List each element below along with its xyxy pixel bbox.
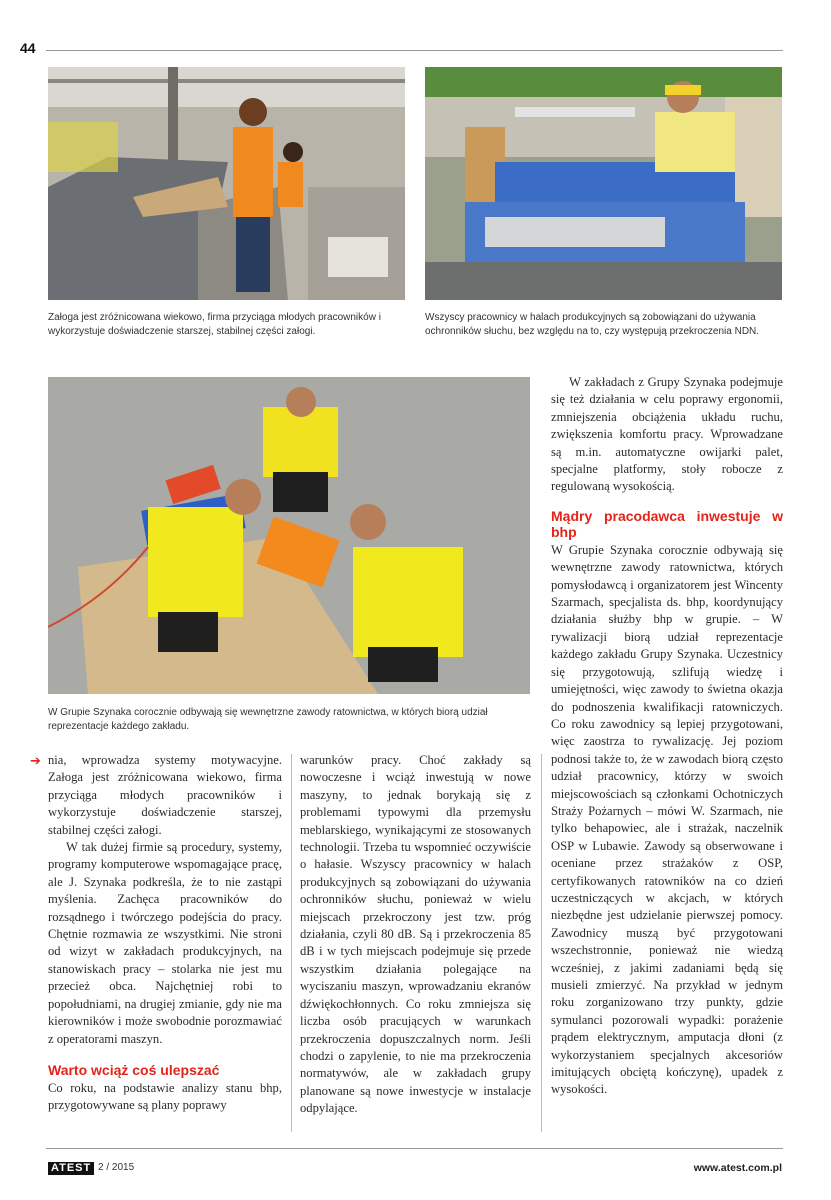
- col3-heading: Mądry pracodawca inwestuje w bhp: [551, 507, 783, 540]
- photo-machine-operator: [425, 67, 782, 300]
- col1-paragraph-3: Co roku, na podstawie analizy stanu bhp, przygotowywane są plany poprawy: [48, 1080, 282, 1113]
- col1-paragraph-2: W tak dużej firmie są procedury, systemy, programy komputerowe wspomagające pracę, ale J. Szynaka podkreśla, że to nie zastąpi myślenia. Zachęca pracowników do rozsądnego i twórczego podejścia do pracy. Chętnie rozmawia ze wszystkimi. Nie stroni od wizyt w zakładach produkcyjnych, na stanowiskach pracy – stolarka nie jest mu przecież obca. Najchętniej robi to popołudniami, na drugiej zmianie, gdy nie ma kierowników i może swobodnie porozmawiać z operatorami maszyn.: [48, 840, 282, 1046]
- column-3: [551, 374, 783, 1099]
- col3-paragraph-2: W Grupie Szynaka corocznie odbywają się wewnętrzne zawody ratownictwa, których pomysłodawcą i organizatorem jest Wincenty Szarmach, specjalista ds. bhp, koordynujący działania służby bhp w grupie. – W rywalizacji biorą udział reprezentacje każdego zakładu Grupy Szynaka. Uczestnicy się przygotowują, szlifują wiedzę i umiejętności, więc zawody to świetna okazja do podnoszenia kwalifikacji ratowniczych. Co roku zawodnicy są lepiej przygotowani, więc zaostrza to rywalizację. Jej poziom podnosi także to, że w zawodach biorą często udział pracownicy, którzy w swoich miejscowościach są członkami Ochotniczych Straży Pożarnych – mówi W. Szarmach, nie tylko behapowiec, ale i strażak, naczelnik OSP w Lubawie. Zawody są obserwowane i oceniane przez strażaków z OSP, certyfikowanych ratowników na co dzień uczestniczących w akcjach, w których niezbędne jest udzielanie pierwszej pomocy. Zawodnicy muszą być przygotowani wszechstronnie, ponieważ nie wiedzą wcześniej, z jakimi zadaniami będą się musieli zmierzyć. Na przykład w jednym roku zorganizowano trzy punkty, gdzie symulanci pozorowali wypadki: porażenie prądem elektrycznym, amputacja dłoni (z wykorzystaniem specjalnych akcesoriów imitujących obciętą kończynę), upadek z wysokości.: [551, 542, 783, 1097]
- col3-paragraph-1: W zakładach z Grupy Szynaka podejmuje się też działania w celu poprawy ergonomii, zmniejszenia obciążenia układu ruchu, zwiększenia komfortu pracy. Wprowadzane są m.in. automatyczne owijarki palet, specjalne platformy, stoły robocze z regulowaną wysokością.: [551, 375, 783, 494]
- magazine-logo: ATEST: [48, 1162, 94, 1175]
- col2-paragraph-1: warunków pracy. Choć zakłady są nowoczesne i wciąż inwestują w nowe maszyny, to jednak borykają się z problemami typowymi dla przemysłu meblarskiego, wynikającymi ze stosowanych technologii. Trzeba tu wspomnieć oczywiście o hałasie. Wszyscy pracownicy w halach produkcyjnych są zobowiązani do używania ochronników słuchu, ponieważ w wielu miejscach przekroczony jest tzw. próg działania, czyli 80 dB. Są i przekroczenia 85 dB i w tych miejscach podejmuje się przede wszystkim działania polegające na wyciszaniu maszyn, wprowadzaniu ekranów dźwiękochłonnych. Co roku zmniejsza się liczba osób pracujących w warunkach przekroczenia dopuszczalnych norm. Jeśli chodzi o zapylenie, to nie ma przekroczenia normatywów, ale w zakładach grupy planowane są nowe inwestycje w instalacje odpylające.: [300, 753, 531, 1116]
- column-2: [300, 752, 531, 1118]
- photo-rescue-competition: [48, 377, 530, 694]
- website-url[interactable]: www.atest.com.pl: [693, 1162, 782, 1174]
- continuation-arrow-icon: ➔: [30, 754, 41, 769]
- column-divider: [541, 754, 542, 1132]
- photo1-caption: Załoga jest zróżnicowana wiekowo, firma przyciąga młodych pracowników i wykorzystuje doświadczenie starszej, stabilnej części załogi.: [48, 312, 381, 337]
- issue-number: 2 / 2015: [98, 1162, 135, 1173]
- photo-production-line: [48, 67, 405, 300]
- bottom-rule: [46, 1148, 783, 1149]
- page-number: 44: [20, 40, 36, 56]
- col1-paragraph-1: nia, wprowadza systemy motywacyjne. Załoga jest zróżnicowana wiekowo, firma przyciąga młodych pracowników i wykorzystuje doświadczenie starszej, stabilnej części załogi.: [48, 753, 282, 837]
- photo3-caption: W Grupie Szynaka corocznie odbywają się wewnętrzne zawody ratownictwa, w których biorą udział reprezentacje każdego zakładu.: [48, 707, 488, 732]
- top-rule: [46, 50, 783, 51]
- photo2-caption: Wszyscy pracownicy w halach produkcyjnych są zobowiązani do używania ochronników słuchu, bez względu na to, czy występują przekroczenia NDN.: [425, 312, 760, 337]
- col1-heading: Warto wciąż coś ulepszać: [48, 1061, 220, 1078]
- column-divider: [291, 754, 292, 1132]
- column-1: [48, 752, 282, 1115]
